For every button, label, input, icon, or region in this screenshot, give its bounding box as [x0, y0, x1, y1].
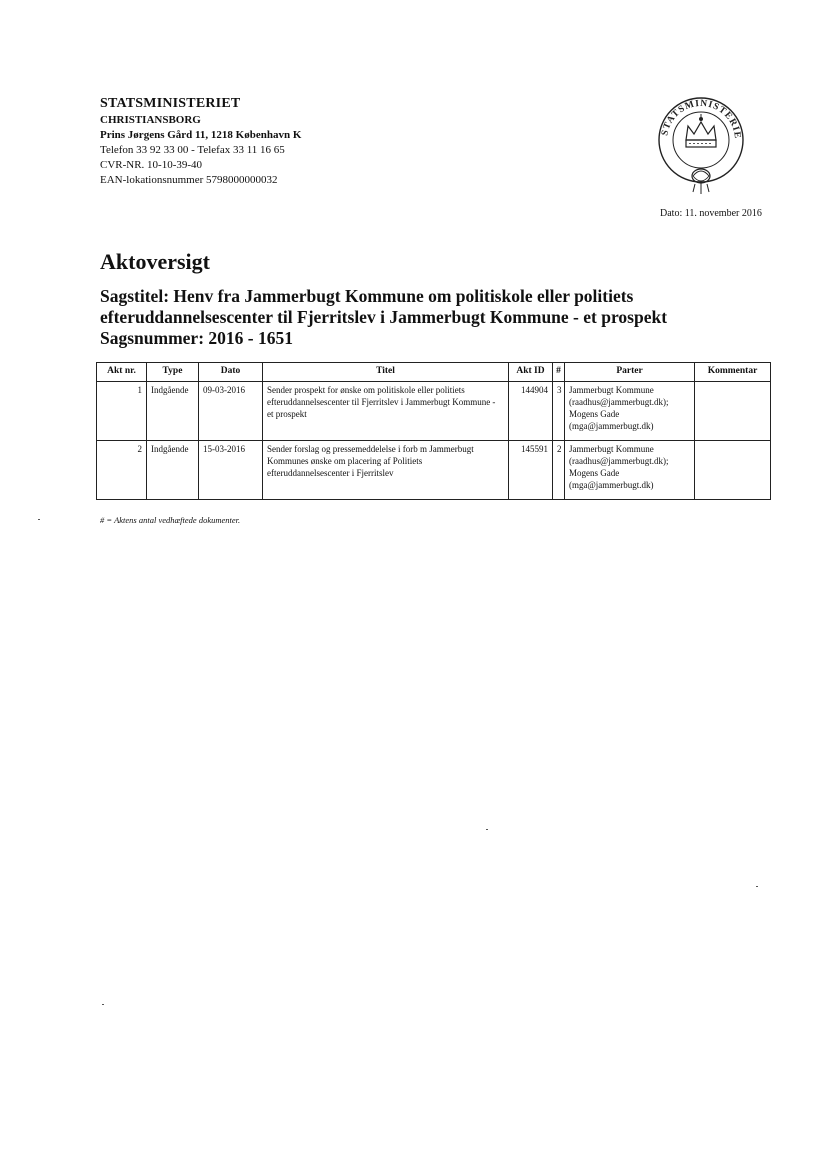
party-line: Mogens Gade: [569, 468, 620, 478]
organization-cvr: CVR-NR. 10-10-39-40: [100, 159, 203, 171]
case-info: [100, 286, 780, 349]
column-header-attachments: #: [553, 363, 565, 382]
table-footnote: # = Aktens antal vedhæftede dokumenter.: [100, 515, 241, 525]
party-line: Jammerbugt Kommune: [569, 444, 654, 454]
cell-akt-id: 145591: [509, 441, 553, 500]
party-line: (raadhus@jammerbugt.dk);: [569, 456, 669, 466]
cell-attachment-count: 3: [553, 382, 565, 441]
cell-kommentar: [695, 441, 771, 500]
scan-speck: [486, 829, 488, 830]
scan-speck: [756, 886, 758, 887]
column-header-type: Type: [147, 363, 199, 382]
document-table: [96, 362, 771, 500]
seal-emblem-icon: [655, 88, 747, 200]
cell-akt-id: 144904: [509, 382, 553, 441]
party-line: Jammerbugt Kommune: [569, 385, 654, 395]
table-row: [97, 382, 771, 441]
organization-ean: EAN-lokationsnummer 5798000000032: [100, 174, 278, 186]
case-title: Sagstitel: Henv fra Jammerbugt Kommune om politiskole eller politiets efteruddannelsescenter til Fjerritslev i Jammerbugt Kommune - et prospekt: [100, 286, 668, 327]
cell-kommentar: [695, 382, 771, 441]
party-line: (mga@jammerbugt.dk): [569, 480, 654, 490]
letterhead: [100, 95, 301, 188]
cell-dato: 09-03-2016: [199, 382, 263, 441]
scan-speck: [38, 519, 40, 520]
cell-titel: Sender prospekt for ønske om politiskole eller politiets efteruddannelsescenter til Fjerritslev i Jammerbugt Kommune - et prospekt: [263, 382, 509, 441]
cell-parter: [565, 382, 695, 441]
column-header-parter: Parter: [565, 363, 695, 382]
date-label: Dato:: [660, 208, 683, 219]
cell-parter: [565, 441, 695, 500]
cell-titel: Sender forslag og pressemeddelelse i forb m Jammerbugt Kommunes ønske om placering af Politiets efteruddannelsescenter i Fjerritslev: [263, 441, 509, 500]
seal-text: STATSMINISTERIE: [660, 98, 743, 140]
column-header-akt-id: Akt ID: [509, 363, 553, 382]
cell-type: Indgående: [147, 441, 199, 500]
cell-dato: 15-03-2016: [199, 441, 263, 500]
organization-name: STATSMINISTERIET: [100, 96, 241, 111]
organization-address: Prins Jørgens Gård 11, 1218 København K: [100, 129, 302, 141]
ministry-seal-logo: [655, 88, 747, 200]
table-header-row: [97, 363, 771, 382]
column-header-akt-nr: Akt nr.: [97, 363, 147, 382]
party-line: (raadhus@jammerbugt.dk);: [569, 397, 669, 407]
party-line: Mogens Gade: [569, 409, 620, 419]
table-row: [97, 441, 771, 500]
organization-phone: Telefon 33 92 33 00 - Telefax 33 11 16 65: [100, 144, 285, 156]
cell-akt-nr: 1: [97, 382, 147, 441]
column-header-kommentar: Kommentar: [695, 363, 771, 382]
page-title: Aktoversigt: [100, 249, 210, 274]
organization-subtitle: CHRISTIANSBORG: [100, 114, 201, 126]
cell-attachment-count: 2: [553, 441, 565, 500]
scan-speck: [102, 1004, 104, 1005]
case-number: Sagsnummer: 2016 - 1651: [100, 328, 293, 348]
document-date: [660, 207, 770, 221]
column-header-dato: Dato: [199, 363, 263, 382]
party-line: (mga@jammerbugt.dk): [569, 421, 654, 431]
cell-type: Indgående: [147, 382, 199, 441]
date-value: 11. november 2016: [684, 208, 762, 219]
column-header-titel: Titel: [263, 363, 509, 382]
cell-akt-nr: 2: [97, 441, 147, 500]
